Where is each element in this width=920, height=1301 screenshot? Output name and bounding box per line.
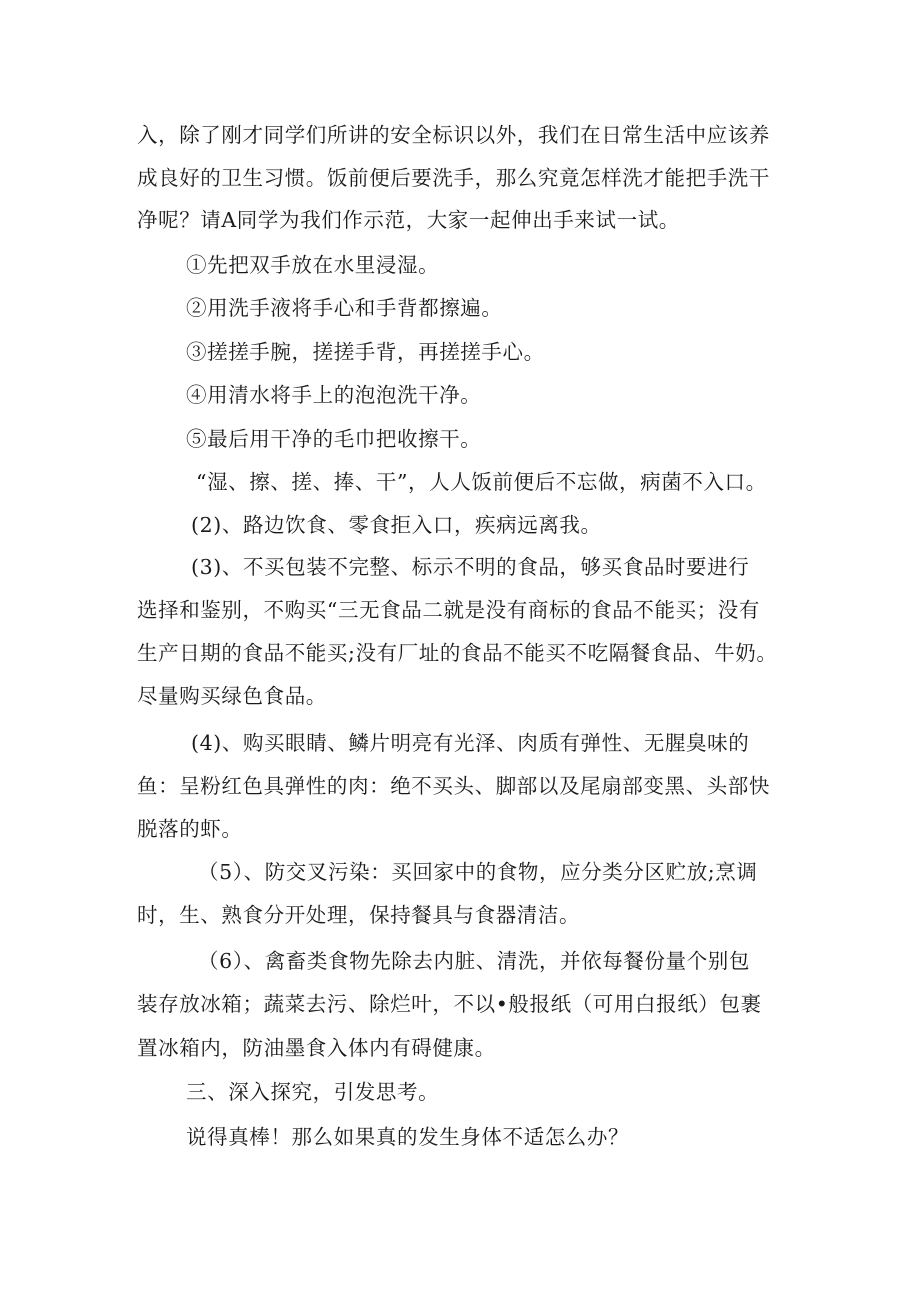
point-line: (3)、不买包装不完整、标示不明的食品，够买食品时要进行: [191, 555, 750, 579]
point-line: （5）、防交叉污染：买回家中的食物，应分类分区贮放;烹调: [198, 860, 758, 884]
step-item: ④用清水将手上的泡泡洗干净。: [186, 383, 482, 407]
paragraph-line: 成良好的卫生习惯。饭前便后要洗手，那么究竟怎样洗才能把手洗干: [137, 166, 770, 190]
point-line: 置冰箱内，防油墨食入体内有碍健康。: [137, 1036, 496, 1060]
point-line: 脱落的虾。: [137, 817, 243, 841]
step-item: ②用洗手液将手心和手背都擦遍。: [186, 296, 503, 320]
step-item: ①先把双手放在水里浸湿。: [186, 253, 440, 277]
point-line: 装存放冰箱；蔬菜去污、除烂叶，不以•般报纸（可用白报纸）包裹: [137, 992, 762, 1016]
step-item: ③搓搓手腕，搓搓手背，再搓搓手心。: [186, 340, 545, 364]
slogan-line: “湿、擦、搓、捧、干”，人人饭前便后不忘做，病菌不入口。: [196, 470, 767, 494]
point-line: 尽量购买绿色食品。: [137, 684, 327, 708]
section-heading: 三、深入探究，引发思考。: [186, 1080, 440, 1104]
point-line: 生产日期的食品不能买;没有厂址的食品不能买不吃隔餐食品、牛奶。: [137, 641, 778, 665]
point-line: (4)、购买眼睛、鳞片明亮有光泽、肉质有弹性、无腥臭味的: [191, 731, 750, 755]
point-line: (2)、路边饮食、零食拒入口，疾病远离我。: [191, 513, 602, 537]
point-line: 鱼：呈粉红色具弹性的肉：绝不买头、脚部以及尾扇部变黑、头部快: [137, 774, 770, 798]
paragraph-line: 入，除了刚才同学们所讲的安全标识以外，我们在日常生活中应该养: [137, 123, 770, 147]
closing-line: 说得真棒！那么如果真的发生身体不适怎么办？: [186, 1125, 630, 1149]
point-line: 选择和鉴别，不购买“三无食品二就是没有商标的食品不能买；没有: [137, 598, 760, 622]
point-line: （6）、禽畜类食物先除去内脏、清洗，并依每餐份量个别包: [198, 949, 750, 973]
paragraph-line: 净呢？请A同学为我们作示范，大家一起伸出手来试一试。: [137, 208, 680, 232]
point-line: 时，生、熟食分开处理，保持餐具与食器清洁。: [137, 903, 581, 927]
step-item: ⑤最后用干净的毛巾把收擦干。: [186, 427, 482, 451]
